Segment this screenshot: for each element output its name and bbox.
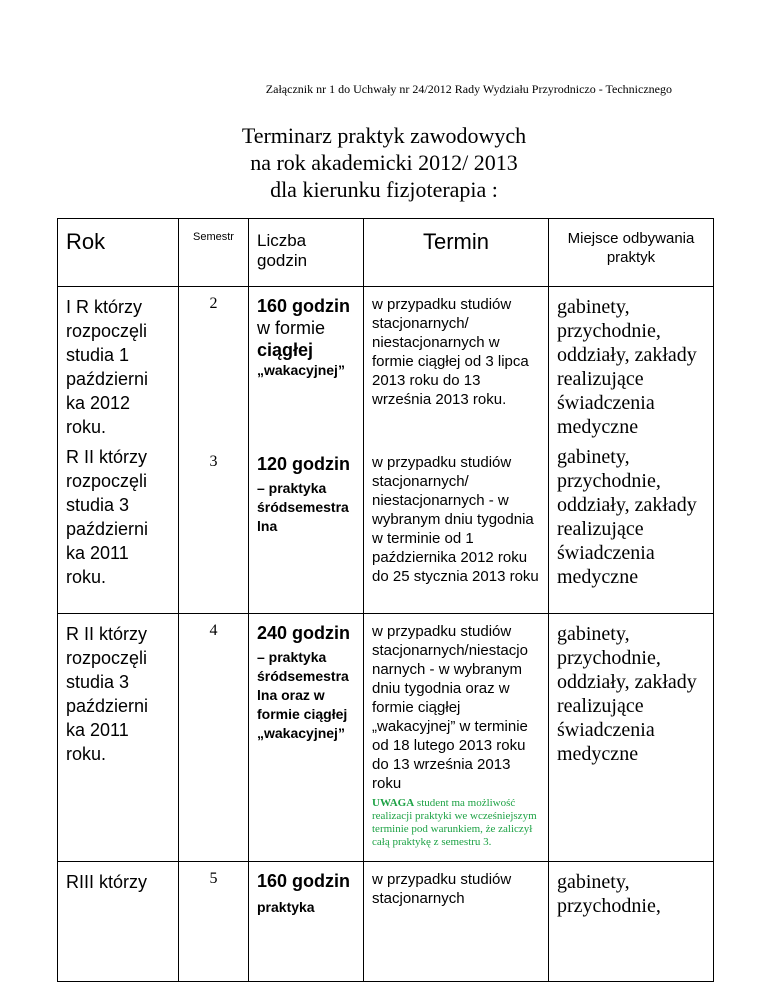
- header-termin: Termin: [364, 219, 549, 287]
- schedule-table-container: [57, 218, 713, 994]
- row-3-hours: 240 godzin: [257, 622, 351, 643]
- schedule-table: [57, 218, 714, 982]
- row-1-liczba: [249, 287, 364, 446]
- row-1-hours-line2: w formie: [257, 318, 326, 338]
- row-4-hours-note: praktyka: [257, 898, 315, 915]
- row-2-hours: 120 godzin: [257, 454, 351, 474]
- table-header-row: [58, 219, 714, 287]
- row-3-termin: w przypadku studiów stacjonarnych/niestacjo narnych - w wybranym dniu tygodnia oraz w formie ciągłej „wakacyjnej” w terminie od 18 lutego 2013 roku do 13 września 2013 roku: [372, 622, 528, 792]
- table-row: [58, 445, 714, 613]
- row-2-semestr: 3: [179, 445, 249, 613]
- row-2-termin: w przypadku studiów stacjonarnych/ niestacjonarnych - w wybranym dniu tygodnia w terminie od 1 października 2012 roku do 25 stycznia 2013 roku: [364, 445, 549, 613]
- row-1-rok: I R którzy rozpoczęli studia 1 październi ka 2012 roku.: [58, 287, 179, 446]
- row-4-liczba: [249, 861, 364, 981]
- header-semestr: Semestr: [179, 219, 249, 287]
- uwaga-text: student ma możliwość realizacji praktyki we wcześniejszym terminie pod warunkiem, że zaliczył całą praktykę z semestru 3.: [372, 796, 537, 848]
- title-line-3: dla kierunku fizjoterapia :: [270, 177, 498, 202]
- table-row: [58, 287, 714, 446]
- row-1-hours-note: „wakacyjnej”: [257, 362, 345, 378]
- header-liczba-godzin: Liczba godzin: [249, 219, 364, 287]
- title-line-2: na rok akademicki 2012/ 2013: [250, 150, 518, 175]
- row-4-hours: 160 godzin: [257, 870, 351, 891]
- row-1-hours: 160 godzin: [257, 296, 351, 316]
- row-1-miejsce: gabinety, przychodnie, oddziały, zakłady realizujące świadczenia medyczne: [549, 287, 714, 446]
- row-2-miejsce: gabinety, przychodnie, oddziały, zakłady realizujące świadczenia medyczne: [549, 445, 714, 613]
- header-miejsce: Miejsce odbywania praktyk: [549, 219, 714, 287]
- row-2-rok: R II którzy rozpoczęli studia 3 październi ka 2011 roku.: [58, 445, 179, 613]
- row-3-uwaga-note: [372, 797, 540, 849]
- document-title: [0, 122, 768, 203]
- row-3-semestr: 4: [179, 613, 249, 861]
- row-4-semestr: 5: [179, 861, 249, 981]
- title-line-1: Terminarz praktyk zawodowych: [241, 123, 527, 148]
- row-3-liczba: [249, 613, 364, 861]
- row-2-liczba: [249, 445, 364, 613]
- row-3-rok: R II którzy rozpoczęli studia 3 październi ka 2011 roku.: [58, 613, 179, 861]
- row-3-miejsce: gabinety, przychodnie, oddziały, zakłady realizujące świadczenia medyczne: [549, 613, 714, 861]
- document-header-note: Załącznik nr 1 do Uchwały nr 24/2012 Rady Wydziału Przyrodniczo - Technicznego: [265, 82, 672, 96]
- row-4-termin: w przypadku studiów stacjonarnych: [364, 861, 549, 981]
- row-1-termin: w przypadku studiów stacjonarnych/ niestacjonarnych w formie ciągłej od 3 lipca 2013 roku do 13 września 2013 roku.: [364, 287, 549, 446]
- row-3-termin-cell: [364, 613, 549, 861]
- row-1-semestr: 2: [179, 287, 249, 446]
- row-2-hours-note: – praktyka śródsemestra lna: [257, 480, 349, 534]
- uwaga-label: UWAGA: [372, 796, 415, 809]
- table-row: [58, 861, 714, 981]
- row-4-rok: RIII którzy: [58, 861, 179, 981]
- row-1-hours-line3: ciągłej: [257, 340, 314, 360]
- row-4-miejsce: gabinety, przychodnie,: [549, 861, 714, 981]
- table-row: [58, 613, 714, 861]
- header-rok: Rok: [58, 219, 179, 287]
- row-3-hours-note: – praktyka śródsemestra lna oraz w formie ciągłej „wakacyjnej”: [257, 648, 349, 741]
